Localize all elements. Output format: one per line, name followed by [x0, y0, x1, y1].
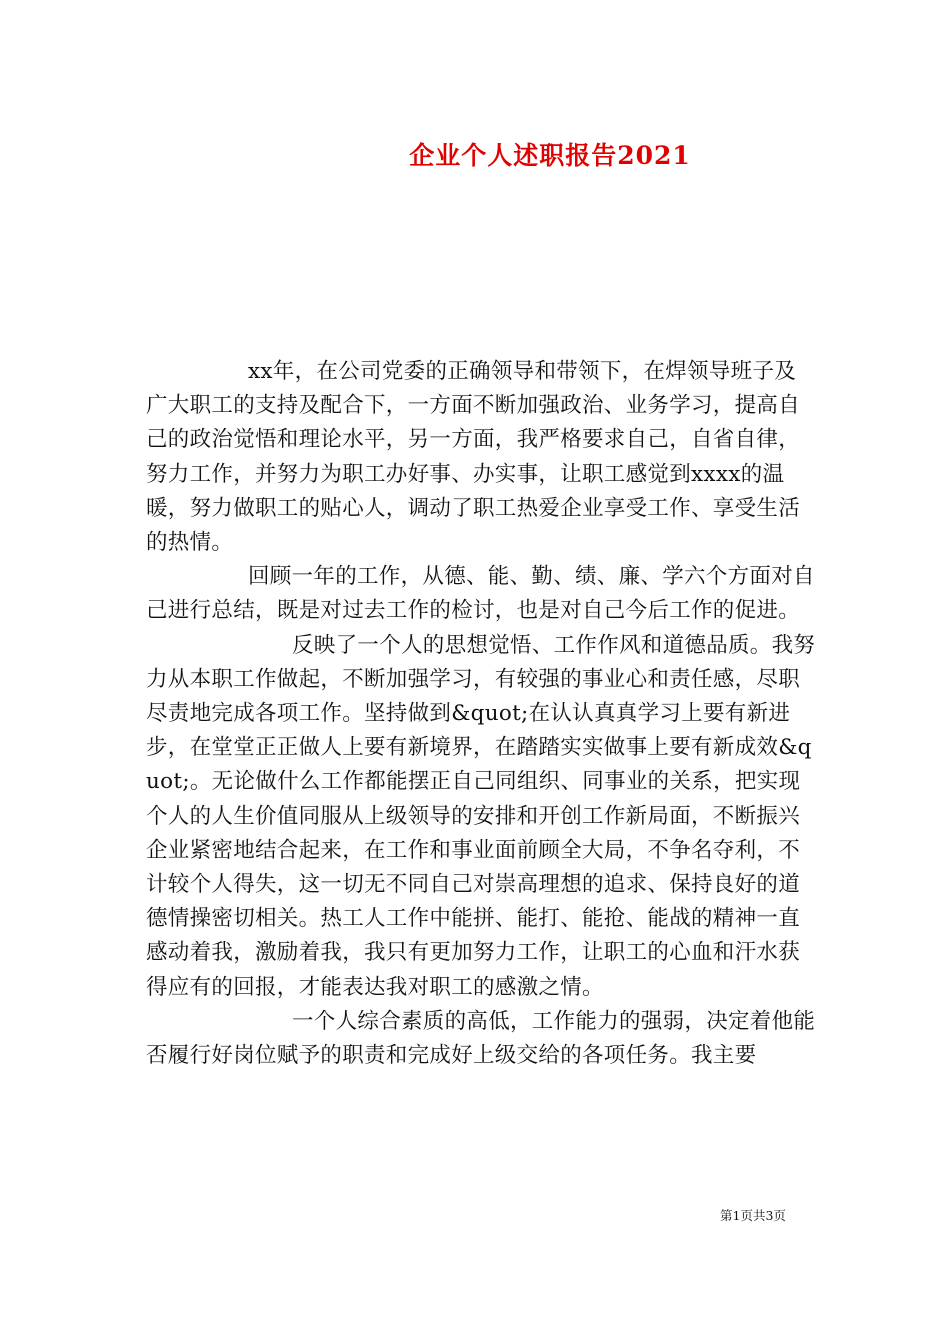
paragraph-4: 一个人综合素质的高低，工作能力的强弱，决定着他能否履行好岗位赋予的职责和完成好上级交给的各项任务。我主要	[146, 1008, 816, 1069]
paragraph-3: 反映了一个人的思想觉悟、工作作风和道德品质。我努力从本职工作做起，不断加强学习，有较强的事业心和责任感，尽职尽责地完成各项工作。坚持做到&quot;在认认真真学习上要有新进步，在堂堂正正做人上要有新境界，在踏踏实实做事上要有新成效&quot;。无论做什么工作都能摆正自己同组织、同事业的关系，把实现个人的人生价值同服从上级领导的安排和开创工作新局面，不断振兴企业紧密地结合起来，在工作和事业面前顾全大局，不争名夺利，不计较个人得失，这一切无不同自己对崇高理想的追求、保持良好的道德情操密切相关。热工人工作中能拼、能打、能抢、能战的精神一直感动着我，激励着我，我只有更加努力工作，让职工的心血和汗水获得应有的回报，才能表达我对职工的感激之情。	[146, 632, 816, 1000]
paragraph-1: xx年，在公司党委的正确领导和带领下，在焊领导班子及广大职工的支持及配合下，一方面不断加强政治、业务学习，提高自己的政治觉悟和理论水平，另一方面，我严格要求自己，自省自律，努力工作，并努力为职工办好事、办实事，让职工感觉到xxxx的温暖，努力做职工的贴心人，调动了职工热爱企业享受工作、享受生活的热情。	[146, 359, 801, 556]
paragraph-2: 回顾一年的工作，从德、能、勤、绩、廉、学六个方面对自己进行总结，既是对过去工作的检讨，也是对自己今后工作的促进。	[146, 564, 815, 624]
document-title: 企业个人述职报告2021	[409, 141, 691, 170]
document-body	[146, 355, 816, 1073]
page-number-footer: 第1页共3页	[720, 1208, 786, 1223]
